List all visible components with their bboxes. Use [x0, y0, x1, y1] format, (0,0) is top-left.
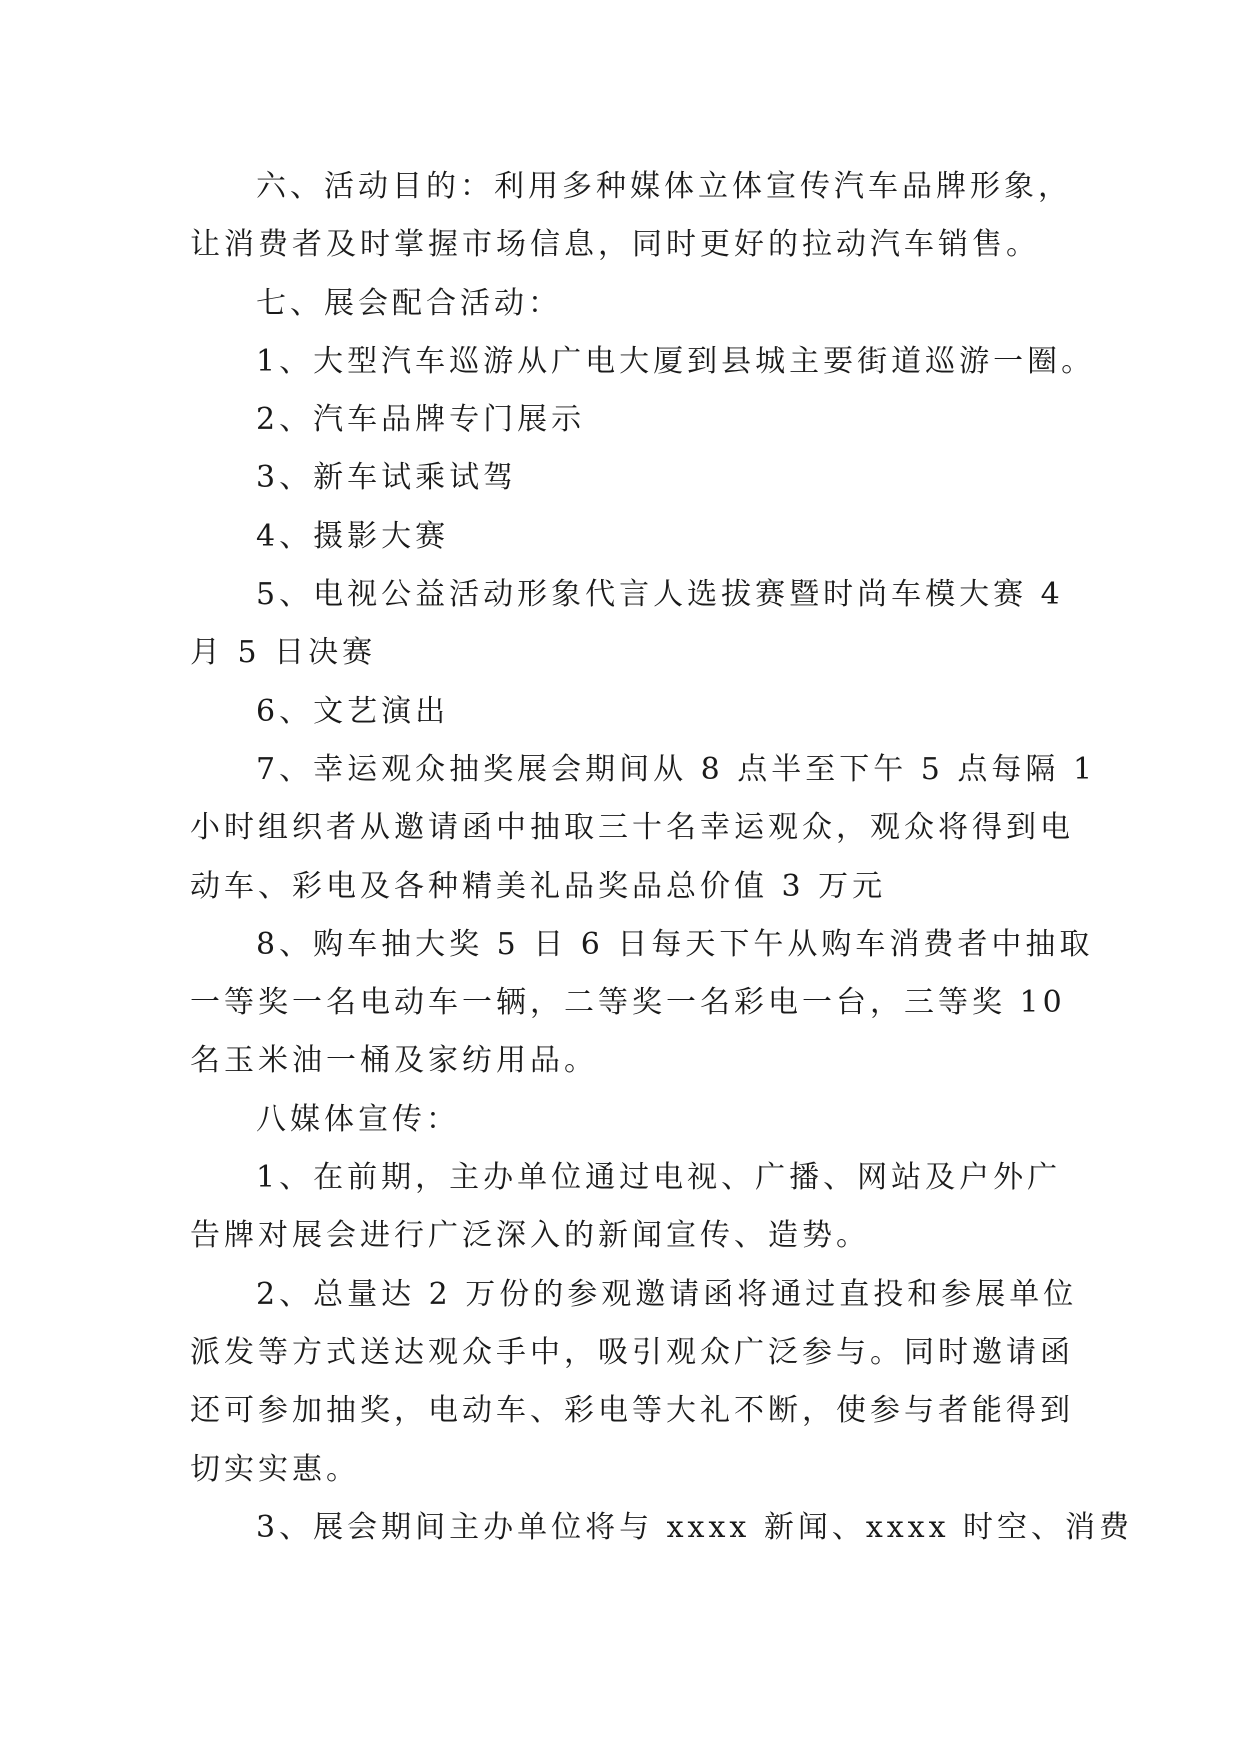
text-line: 八媒体宣传：: [256, 1101, 460, 1137]
text-line: 4、摄影大赛: [256, 518, 450, 554]
text-line: 8、购车抽大奖 5 日 6 日每天下午从购车消费者中抽取: [256, 926, 1094, 962]
text-line: 月 5 日决赛: [190, 635, 377, 671]
text-line: 让消费者及时掌握市场信息，同时更好的拉动汽车销售。: [190, 227, 1040, 263]
text-line: 3、新车试乘试驾: [256, 460, 518, 496]
text-line: 七、展会配合活动：: [256, 285, 562, 321]
text-line: 1、在前期，主办单位通过电视、广播、网站及户外广: [256, 1160, 1062, 1196]
text-line: 5、电视公益活动形象代言人选拔赛暨时尚车模大赛 4: [256, 577, 1064, 613]
body-text: [190, 158, 1134, 1557]
text-line: 小时组织者从邀请函中抽取三十名幸运观众，观众将得到电: [190, 810, 1074, 846]
text-line: 2、总量达 2 万份的参观邀请函将通过直投和参展单位: [256, 1276, 1078, 1312]
text-line: 切实实惠。: [190, 1451, 360, 1487]
text-line: 2、汽车品牌专门展示: [256, 402, 586, 438]
text-line: 动车、彩电及各种精美礼品奖品总价值 3 万元: [190, 868, 887, 904]
text-line: 7、幸运观众抽奖展会期间从 8 点半至下午 5 点每隔 1: [256, 751, 1097, 787]
text-line: 还可参加抽奖，电动车、彩电等大礼不断，使参与者能得到: [190, 1393, 1074, 1429]
text-line: 派发等方式送达观众手中，吸引观众广泛参与。同时邀请函: [190, 1334, 1074, 1370]
text-line: 告牌对展会进行广泛深入的新闻宣传、造势。: [190, 1218, 870, 1254]
text-line: 六、活动目的：利用多种媒体立体宣传汽车品牌形象，: [256, 169, 1072, 204]
text-line: 名玉米油一桶及家纺用品。: [190, 1043, 598, 1079]
text-line: 一等奖一名电动车一辆，二等奖一名彩电一台，三等奖 10: [190, 985, 1066, 1021]
text-line: 1、大型汽车巡游从广电大厦到县城主要街道巡游一圈。: [256, 343, 1096, 379]
text-line: 3、展会期间主办单位将与 xxxx 新闻、xxxx 时空、消费: [256, 1509, 1134, 1545]
text-line: 6、文艺演出: [256, 693, 450, 729]
